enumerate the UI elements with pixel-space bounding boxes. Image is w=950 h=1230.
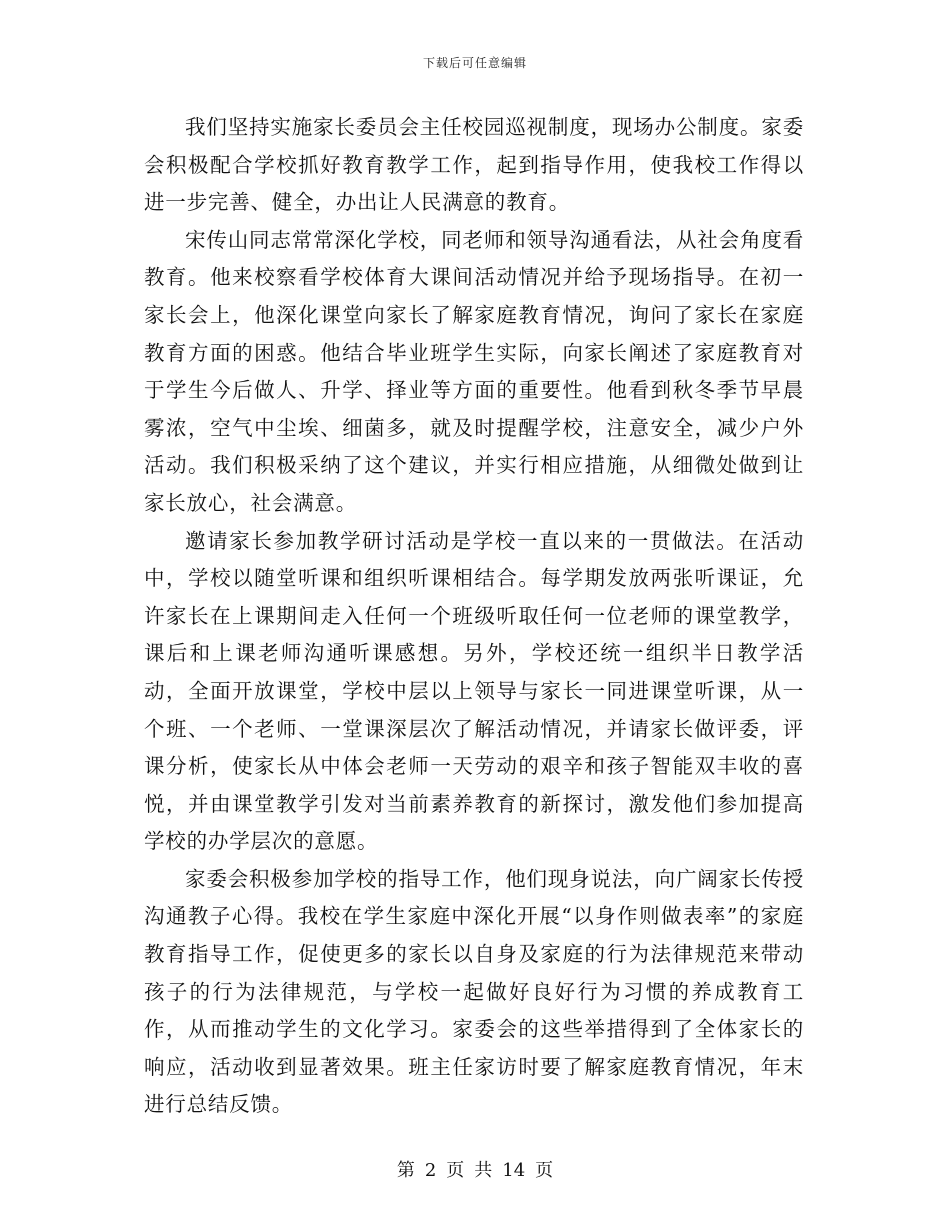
header-note: 下载后可任意编辑 — [422, 56, 527, 70]
total-page-count: 14 — [502, 1160, 526, 1181]
footer-total-word: 共 — [474, 1160, 493, 1181]
page-footer — [0, 1156, 950, 1182]
paragraph-2: 宋传山同志常常深化学校，同老师和领导沟通看法，从社会角度看教育。他来校察看学校体育大课间活动情况并给予现场指导。在初一家长会上，他深化课堂向家长了解家庭教育情况，询问了家长在家庭教育方面的困惑。他结合毕业班学生实际，向家长阐述了家庭教育对于学生今后做人、升学、择业等方面的重要性。他看到秋冬季节早晨雾浓，空气中尘埃、细菌多，就及时提醒学校，注意安全，减少户外活动。我们积极采纳了这个建议，并实行相应措施，从细微处做到让家长放心，社会满意。 — [144, 227, 804, 515]
document-body — [144, 109, 804, 1124]
footer-prefix: 第 — [396, 1160, 415, 1181]
footer-suffix: 页 — [535, 1160, 554, 1181]
paragraph-1: 我们坚持实施家长委员会主任校园巡视制度，现场办公制度。家委会积极配合学校抓好教育教学工作，起到指导作用，使我校工作得以进一步完善、健全，办出让人民满意的教育。 — [144, 115, 804, 215]
paragraph-4: 家委会积极参加学校的指导工作，他们现身说法，向广阔家长传授沟通教子心得。我校在学生家庭中深化开展“以身作则做表率”的家庭教育指导工作，促使更多的家长以自身及家庭的行为法律规范来带动孩子的行为法律规范，与学校一起做好良好行为习惯的养成教育工作，从而推动学生的文化学习。家委会的这些举措得到了全体家长的响应，活动收到显著效果。班主任家访时要了解家庭教育情况，年末进行总结反馈。 — [144, 866, 804, 1117]
paragraph-3: 邀请家长参加教学研讨活动是学校一直以来的一贯做法。在活动中，学校以随堂听课和组织听课相结合。每学期发放两张听课证，允许家长在上课期间走入任何一个班级听取任何一位老师的课堂教学，课后和上课老师沟通听课感想。另外，学校还统一组织半日教学活动，全面开放课堂，学校中层以上领导与家长一同进课堂听课，从一个班、一个老师、一堂课深层次了解活动情况，并请家长做评委，评课分析，使家长从中体会老师一天劳动的艰辛和孩子智能双丰收的喜悦，并由课堂教学引发对当前素养教育的新探讨，激发他们参加提高学校的办学层次的意愿。 — [144, 528, 804, 854]
footer-page-word: 页 — [446, 1160, 465, 1181]
current-page-number: 2 — [424, 1160, 437, 1181]
